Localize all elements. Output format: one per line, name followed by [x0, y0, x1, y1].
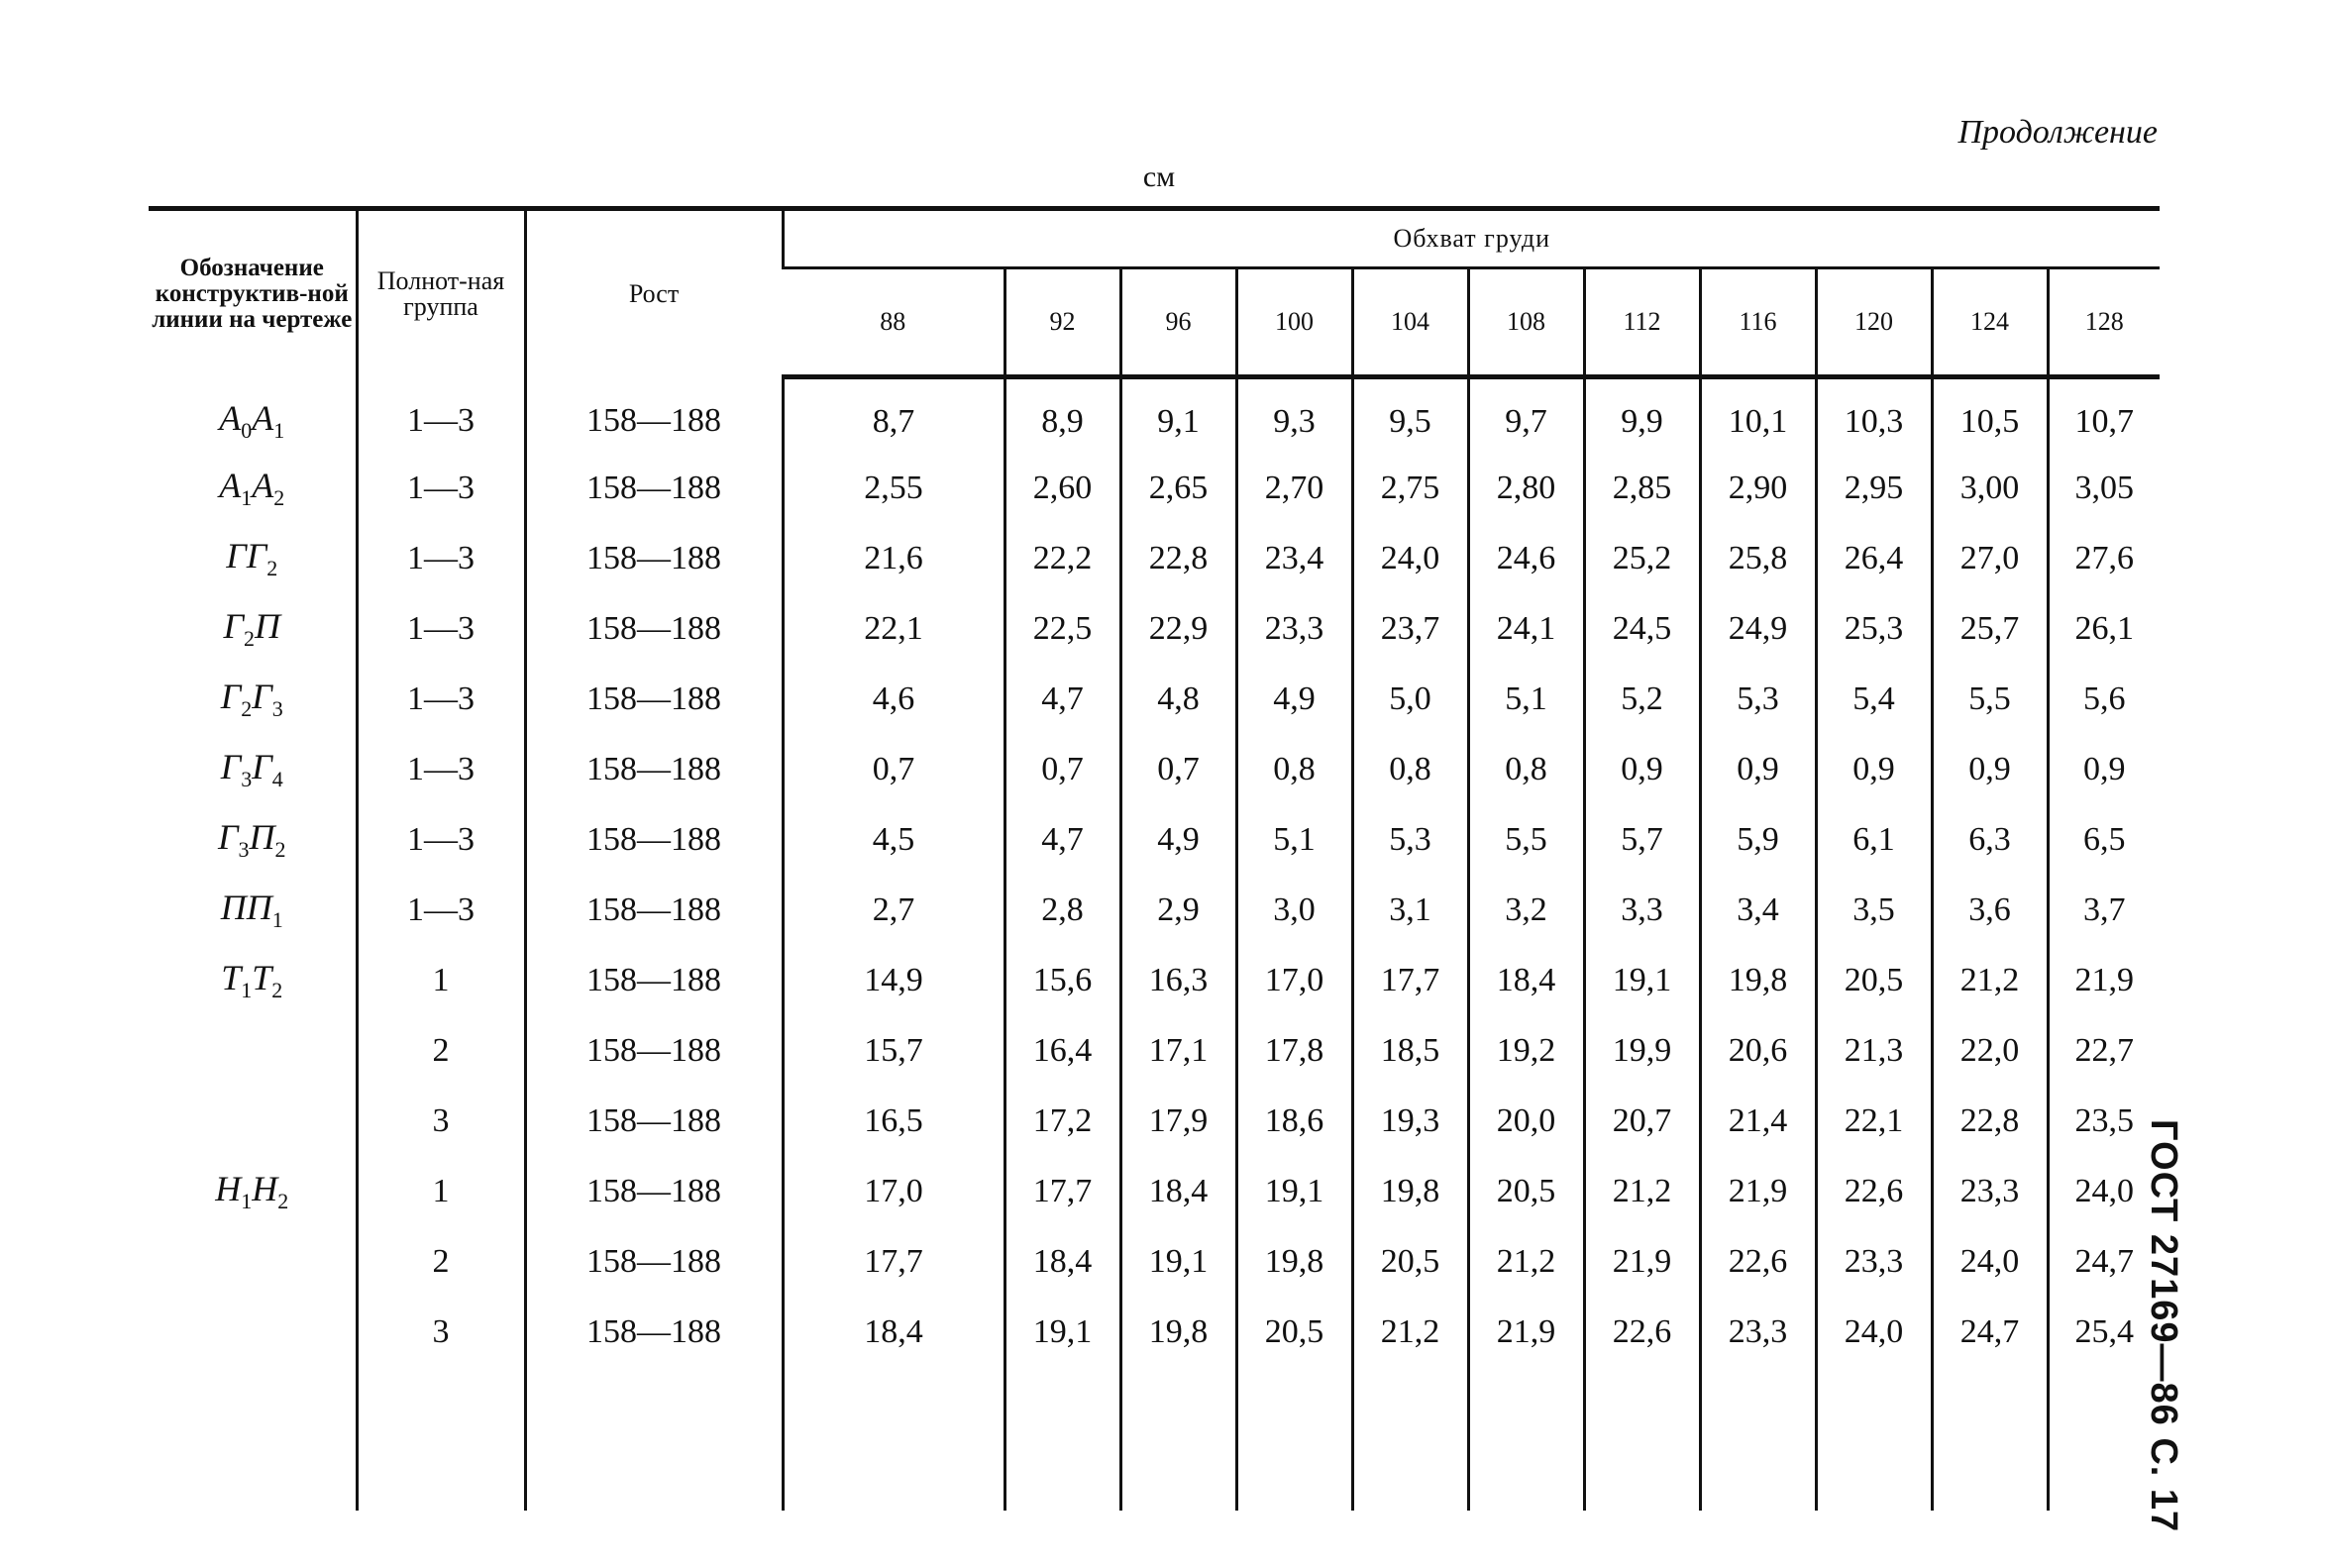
measurement-value-cell: 23,3: [1816, 1226, 1932, 1297]
table-row: [149, 1297, 2160, 1367]
line-designation: [149, 1297, 357, 1367]
header-group: Полнот-ная группа: [357, 209, 525, 377]
line-designation: [149, 945, 357, 1015]
girth-size-header: 116: [1700, 268, 1816, 377]
designation-letter: П: [249, 817, 275, 857]
fullness-group-cell: 1—3: [357, 453, 525, 523]
line-designation: [149, 804, 357, 875]
designation-letter: A: [252, 398, 274, 439]
measurement-value-cell: 22,0: [1932, 1015, 2048, 1086]
measurement-value-cell: 21,6: [783, 523, 1004, 593]
measurement-value-cell: 16,4: [1004, 1015, 1120, 1086]
designation-letter: H: [215, 1169, 242, 1208]
table-row: [149, 734, 2160, 804]
designation-letter: T: [221, 958, 242, 997]
designation-subscript: 3: [271, 696, 283, 721]
measurement-value-cell: 3,6: [1932, 875, 2048, 945]
measurement-value-cell: 19,2: [1468, 1015, 1584, 1086]
empty-cell: [1932, 1367, 2048, 1511]
designation-subscript: 2: [271, 978, 283, 1002]
measurement-value-cell: 19,8: [1236, 1226, 1352, 1297]
height-range-cell: 158—188: [525, 945, 783, 1015]
designation-subscript: 2: [243, 626, 255, 651]
designation-letter: Г: [220, 677, 242, 716]
measurement-value-cell: 24,0: [1932, 1226, 2048, 1297]
measurement-value-cell: 2,60: [1004, 453, 1120, 523]
empty-cell: [1120, 1367, 1236, 1511]
measurement-value-cell: 10,7: [2048, 377, 2160, 454]
height-range-cell: 158—188: [525, 664, 783, 734]
height-range-cell: 158—188: [525, 593, 783, 664]
designation-letter: Г: [218, 817, 239, 857]
line-designation: [149, 734, 357, 804]
empty-cell: [357, 1367, 525, 1511]
table-row: [149, 664, 2160, 734]
measurement-value-cell: 4,9: [1120, 804, 1236, 875]
measurement-value-cell: 19,1: [1004, 1297, 1120, 1367]
fullness-group-cell: 1—3: [357, 377, 525, 454]
measurement-value-cell: 20,0: [1468, 1086, 1584, 1156]
height-range-cell: 158—188: [525, 734, 783, 804]
measurement-value-cell: 15,7: [783, 1015, 1004, 1086]
measurement-value-cell: 23,4: [1236, 523, 1352, 593]
table-row: [149, 1156, 2160, 1226]
measurement-value-cell: 23,3: [1236, 593, 1352, 664]
measurement-value-cell: 22,9: [1120, 593, 1236, 664]
measurement-value-cell: 17,7: [1352, 945, 1468, 1015]
measurement-value-cell: 2,55: [783, 453, 1004, 523]
measurement-value-cell: 24,0: [1816, 1297, 1932, 1367]
girth-size-header: 96: [1120, 268, 1236, 377]
measurement-value-cell: 2,9: [1120, 875, 1236, 945]
fullness-group-cell: 1: [357, 945, 525, 1015]
designation-letter: ПП: [220, 888, 272, 927]
measurement-value-cell: 5,1: [1236, 804, 1352, 875]
measurement-value-cell: 10,3: [1816, 377, 1932, 454]
height-range-cell: 158—188: [525, 1226, 783, 1297]
measurement-value-cell: 0,9: [1932, 734, 2048, 804]
empty-cell: [783, 1367, 1004, 1511]
measurement-value-cell: 21,2: [1468, 1226, 1584, 1297]
measurement-value-cell: 4,5: [783, 804, 1004, 875]
measurement-value-cell: 17,0: [1236, 945, 1352, 1015]
unit-label: см: [1142, 160, 1176, 193]
measurement-value-cell: 0,9: [1816, 734, 1932, 804]
designation-subscript: 4: [271, 767, 283, 791]
measurement-value-cell: 16,3: [1120, 945, 1236, 1015]
girth-size-header: 92: [1004, 268, 1120, 377]
measurement-value-cell: 8,7: [783, 377, 1004, 454]
measurement-value-cell: 27,0: [1932, 523, 2048, 593]
empty-cell: [1352, 1367, 1468, 1511]
height-range-cell: 158—188: [525, 1297, 783, 1367]
measurement-value-cell: 25,2: [1584, 523, 1700, 593]
designation-letter: Г: [252, 747, 272, 786]
measurement-value-cell: 5,3: [1700, 664, 1816, 734]
designation-letter: T: [252, 958, 272, 997]
continuation-label: Продолжение: [1957, 114, 2158, 151]
fullness-group-cell: 1—3: [357, 664, 525, 734]
measurement-value-cell: 22,2: [1004, 523, 1120, 593]
empty-cell: [149, 1367, 357, 1511]
measurement-value-cell: 17,9: [1120, 1086, 1236, 1156]
designation-subscript: 2: [277, 1189, 289, 1213]
header-designation: Обозначение конструктив-ной линии на чертеже: [149, 209, 357, 377]
measurement-value-cell: 9,7: [1468, 377, 1584, 454]
measurement-value-cell: 22,6: [1700, 1226, 1816, 1297]
designation-letter: ГГ: [226, 536, 267, 575]
measurement-value-cell: 21,9: [1584, 1226, 1700, 1297]
measurement-value-cell: 3,0: [1236, 875, 1352, 945]
line-designation: [149, 593, 357, 664]
measurement-value-cell: 5,2: [1584, 664, 1700, 734]
table-body: [149, 377, 2160, 1512]
measurement-value-cell: 18,4: [783, 1297, 1004, 1367]
measurement-value-cell: 3,5: [1816, 875, 1932, 945]
measurement-value-cell: 2,80: [1468, 453, 1584, 523]
measurement-value-cell: 22,6: [1816, 1156, 1932, 1226]
measurement-value-cell: 18,4: [1468, 945, 1584, 1015]
measurement-value-cell: 22,7: [2048, 1015, 2160, 1086]
measurement-value-cell: 3,1: [1352, 875, 1468, 945]
measurement-value-cell: 24,7: [1932, 1297, 2048, 1367]
height-range-cell: 158—188: [525, 1086, 783, 1156]
measurement-value-cell: 22,1: [783, 593, 1004, 664]
fullness-group-cell: 1—3: [357, 804, 525, 875]
measurement-value-cell: 2,7: [783, 875, 1004, 945]
measurement-value-cell: 0,7: [1004, 734, 1120, 804]
measurement-value-cell: 24,9: [1700, 593, 1816, 664]
empty-cell: [1236, 1367, 1352, 1511]
measurement-value-cell: 3,05: [2048, 453, 2160, 523]
measurement-value-cell: 21,2: [1352, 1297, 1468, 1367]
line-designation: [149, 1226, 357, 1297]
measurement-value-cell: 15,6: [1004, 945, 1120, 1015]
measurement-value-cell: 5,7: [1584, 804, 1700, 875]
measurement-value-cell: 5,9: [1700, 804, 1816, 875]
measurement-value-cell: 2,90: [1700, 453, 1816, 523]
measurement-value-cell: 19,1: [1236, 1156, 1352, 1226]
girth-size-header: 100: [1236, 268, 1352, 377]
measurement-value-cell: 4,7: [1004, 804, 1120, 875]
designation-subscript: 1: [241, 485, 253, 510]
measurement-value-cell: 19,3: [1352, 1086, 1468, 1156]
measurement-value-cell: 17,1: [1120, 1015, 1236, 1086]
measurement-value-cell: 0,7: [783, 734, 1004, 804]
designation-subscript: 2: [266, 556, 278, 580]
measurement-value-cell: 4,6: [783, 664, 1004, 734]
designation-letter: Г: [220, 747, 242, 786]
measurement-value-cell: 2,70: [1236, 453, 1352, 523]
measurement-value-cell: 23,3: [1932, 1156, 2048, 1226]
measurement-value-cell: 17,0: [783, 1156, 1004, 1226]
measurement-value-cell: 16,5: [783, 1086, 1004, 1156]
designation-letter: H: [252, 1169, 278, 1208]
measurement-value-cell: 18,4: [1120, 1156, 1236, 1226]
measurement-value-cell: 22,5: [1004, 593, 1120, 664]
measurement-value-cell: 10,5: [1932, 377, 2048, 454]
measurement-value-cell: 21,2: [1584, 1156, 1700, 1226]
header-girth: Обхват груди: [783, 209, 2160, 268]
standard-page-code: ГОСТ 27169—86 С. 17: [2143, 1119, 2184, 1533]
girth-size-header: 112: [1584, 268, 1700, 377]
empty-cell: [1584, 1367, 1700, 1511]
measurement-value-cell: 9,9: [1584, 377, 1700, 454]
measurement-value-cell: 5,3: [1352, 804, 1468, 875]
measurement-value-cell: 24,0: [2048, 1156, 2160, 1226]
measurement-value-cell: 26,1: [2048, 593, 2160, 664]
fullness-group-cell: 1—3: [357, 593, 525, 664]
measurement-value-cell: 18,4: [1004, 1226, 1120, 1297]
measurement-value-cell: 4,8: [1120, 664, 1236, 734]
measurement-value-cell: 3,7: [2048, 875, 2160, 945]
measurement-value-cell: 0,9: [1700, 734, 1816, 804]
table-row: [149, 1086, 2160, 1156]
measurement-value-cell: 0,8: [1236, 734, 1352, 804]
measurement-value-cell: 21,9: [1700, 1156, 1816, 1226]
measurement-value-cell: 18,6: [1236, 1086, 1352, 1156]
fullness-group-cell: 1—3: [357, 523, 525, 593]
girth-size-header: 124: [1932, 268, 2048, 377]
measurement-value-cell: 18,5: [1352, 1015, 1468, 1086]
measurement-value-cell: 20,5: [1352, 1226, 1468, 1297]
line-designation: [149, 1156, 357, 1226]
measurement-value-cell: 3,2: [1468, 875, 1584, 945]
measurement-value-cell: 21,2: [1932, 945, 2048, 1015]
measurement-value-cell: 24,6: [1468, 523, 1584, 593]
measurement-value-cell: 3,00: [1932, 453, 2048, 523]
designation-letter: A: [219, 466, 242, 505]
measurement-value-cell: 5,6: [2048, 664, 2160, 734]
table-row: [149, 875, 2160, 945]
designation-subscript: 3: [238, 837, 250, 862]
measurements-table: [149, 206, 2160, 1511]
girth-size-header: 88: [783, 268, 1004, 377]
measurement-value-cell: 9,3: [1236, 377, 1352, 454]
measurement-value-cell: 22,1: [1816, 1086, 1932, 1156]
measurement-value-cell: 20,5: [1468, 1156, 1584, 1226]
measurement-value-cell: 6,3: [1932, 804, 2048, 875]
measurement-value-cell: 2,75: [1352, 453, 1468, 523]
empty-cell: [2048, 1367, 2160, 1511]
measurement-value-cell: 3,4: [1700, 875, 1816, 945]
measurement-value-cell: 0,8: [1352, 734, 1468, 804]
measurement-value-cell: 5,5: [1932, 664, 2048, 734]
measurement-value-cell: 17,2: [1004, 1086, 1120, 1156]
measurement-value-cell: 21,4: [1700, 1086, 1816, 1156]
fullness-group-cell: 3: [357, 1086, 525, 1156]
line-designation: [149, 1015, 357, 1086]
measurement-value-cell: 4,7: [1004, 664, 1120, 734]
table-row: [149, 523, 2160, 593]
designation-subscript: 1: [271, 907, 283, 932]
measurement-value-cell: 21,9: [2048, 945, 2160, 1015]
measurement-value-cell: 5,1: [1468, 664, 1584, 734]
height-range-cell: 158—188: [525, 1156, 783, 1226]
designation-subscript: 3: [241, 767, 253, 791]
measurement-value-cell: 24,7: [2048, 1226, 2160, 1297]
measurement-value-cell: 2,85: [1584, 453, 1700, 523]
line-designation: [149, 453, 357, 523]
empty-cell: [1816, 1367, 1932, 1511]
empty-cell: [1700, 1367, 1816, 1511]
designation-letter: Г: [223, 606, 244, 646]
measurement-value-cell: 20,5: [1236, 1297, 1352, 1367]
girth-size-header: 108: [1468, 268, 1584, 377]
measurement-value-cell: 19,8: [1700, 945, 1816, 1015]
table-row: [149, 377, 2160, 454]
measurement-value-cell: 24,1: [1468, 593, 1584, 664]
table-filler-row: [149, 1367, 2160, 1511]
designation-letter: П: [254, 606, 280, 646]
measurement-value-cell: 25,4: [2048, 1297, 2160, 1367]
designation-subscript: 1: [241, 978, 253, 1002]
girth-size-header: 128: [2048, 268, 2160, 377]
empty-cell: [1004, 1367, 1120, 1511]
girth-size-header: 104: [1352, 268, 1468, 377]
measurement-value-cell: 6,1: [1816, 804, 1932, 875]
measurement-value-cell: 14,9: [783, 945, 1004, 1015]
measurement-value-cell: 9,1: [1120, 377, 1236, 454]
measurement-value-cell: 2,95: [1816, 453, 1932, 523]
height-range-cell: 158—188: [525, 1015, 783, 1086]
measurement-value-cell: 3,3: [1584, 875, 1700, 945]
measurement-value-cell: 17,7: [783, 1226, 1004, 1297]
height-range-cell: 158—188: [525, 523, 783, 593]
measurement-value-cell: 19,8: [1120, 1297, 1236, 1367]
empty-cell: [1468, 1367, 1584, 1511]
measurement-value-cell: 20,6: [1700, 1015, 1816, 1086]
designation-letter: A: [219, 398, 242, 439]
header-row: [149, 209, 2160, 268]
measurement-value-cell: 2,65: [1120, 453, 1236, 523]
measurement-value-cell: 24,0: [1352, 523, 1468, 593]
designation-letter: Г: [252, 677, 272, 716]
measurement-value-cell: 21,3: [1816, 1015, 1932, 1086]
height-range-cell: 158—188: [525, 804, 783, 875]
measurement-value-cell: 22,6: [1584, 1297, 1700, 1367]
measurement-value-cell: 19,9: [1584, 1015, 1700, 1086]
measurement-value-cell: 24,5: [1584, 593, 1700, 664]
measurement-value-cell: 8,9: [1004, 377, 1120, 454]
table-row: [149, 593, 2160, 664]
measurement-value-cell: 9,5: [1352, 377, 1468, 454]
measurement-value-cell: 4,9: [1236, 664, 1352, 734]
measurement-value-cell: 0,8: [1468, 734, 1584, 804]
measurement-value-cell: 26,4: [1816, 523, 1932, 593]
fullness-group-cell: 3: [357, 1297, 525, 1367]
measurement-value-cell: 27,6: [2048, 523, 2160, 593]
measurement-value-cell: 22,8: [1120, 523, 1236, 593]
designation-subscript: 1: [241, 1189, 253, 1213]
measurement-value-cell: 19,1: [1120, 1226, 1236, 1297]
measurement-value-cell: 19,8: [1352, 1156, 1468, 1226]
measurement-value-cell: 20,7: [1584, 1086, 1700, 1156]
measurement-value-cell: 23,3: [1700, 1297, 1816, 1367]
designation-subscript: 1: [273, 418, 285, 444]
table-row: [149, 1015, 2160, 1086]
fullness-group-cell: 1—3: [357, 875, 525, 945]
measurement-value-cell: 19,1: [1584, 945, 1700, 1015]
measurement-value-cell: 23,5: [2048, 1086, 2160, 1156]
measurement-value-cell: 5,0: [1352, 664, 1468, 734]
table-row: [149, 453, 2160, 523]
measurement-value-cell: 5,5: [1468, 804, 1584, 875]
line-designation: [149, 875, 357, 945]
measurement-value-cell: 17,7: [1004, 1156, 1120, 1226]
measurement-value-cell: 0,7: [1120, 734, 1236, 804]
height-range-cell: 158—188: [525, 377, 783, 454]
measurement-value-cell: 25,3: [1816, 593, 1932, 664]
measurement-value-cell: 22,8: [1932, 1086, 2048, 1156]
designation-subscript: 0: [241, 418, 253, 444]
measurement-value-cell: 5,4: [1816, 664, 1932, 734]
height-range-cell: 158—188: [525, 453, 783, 523]
measurement-value-cell: 25,8: [1700, 523, 1816, 593]
table-row: [149, 804, 2160, 875]
designation-subscript: 2: [241, 696, 253, 721]
designation-subscript: 2: [273, 485, 285, 510]
measurement-value-cell: 25,7: [1932, 593, 2048, 664]
measurement-value-cell: 0,9: [1584, 734, 1700, 804]
fullness-group-cell: 1—3: [357, 734, 525, 804]
header-height: Рост: [525, 209, 783, 377]
table-row: [149, 945, 2160, 1015]
fullness-group-cell: 2: [357, 1226, 525, 1297]
empty-cell: [525, 1367, 783, 1511]
measurement-value-cell: 20,5: [1816, 945, 1932, 1015]
designation-letter: A: [252, 466, 274, 505]
measurement-value-cell: 10,1: [1700, 377, 1816, 454]
girth-size-header: 120: [1816, 268, 1932, 377]
measurement-value-cell: 0,9: [2048, 734, 2160, 804]
line-designation: [149, 377, 357, 454]
line-designation: [149, 664, 357, 734]
line-designation: [149, 523, 357, 593]
fullness-group-cell: 2: [357, 1015, 525, 1086]
height-range-cell: 158—188: [525, 875, 783, 945]
line-designation: [149, 1086, 357, 1156]
measurement-value-cell: 23,7: [1352, 593, 1468, 664]
fullness-group-cell: 1: [357, 1156, 525, 1226]
measurement-value-cell: 6,5: [2048, 804, 2160, 875]
measurement-value-cell: 2,8: [1004, 875, 1120, 945]
measurement-value-cell: 17,8: [1236, 1015, 1352, 1086]
table-row: [149, 1226, 2160, 1297]
measurement-value-cell: 21,9: [1468, 1297, 1584, 1367]
designation-subscript: 2: [274, 837, 286, 862]
